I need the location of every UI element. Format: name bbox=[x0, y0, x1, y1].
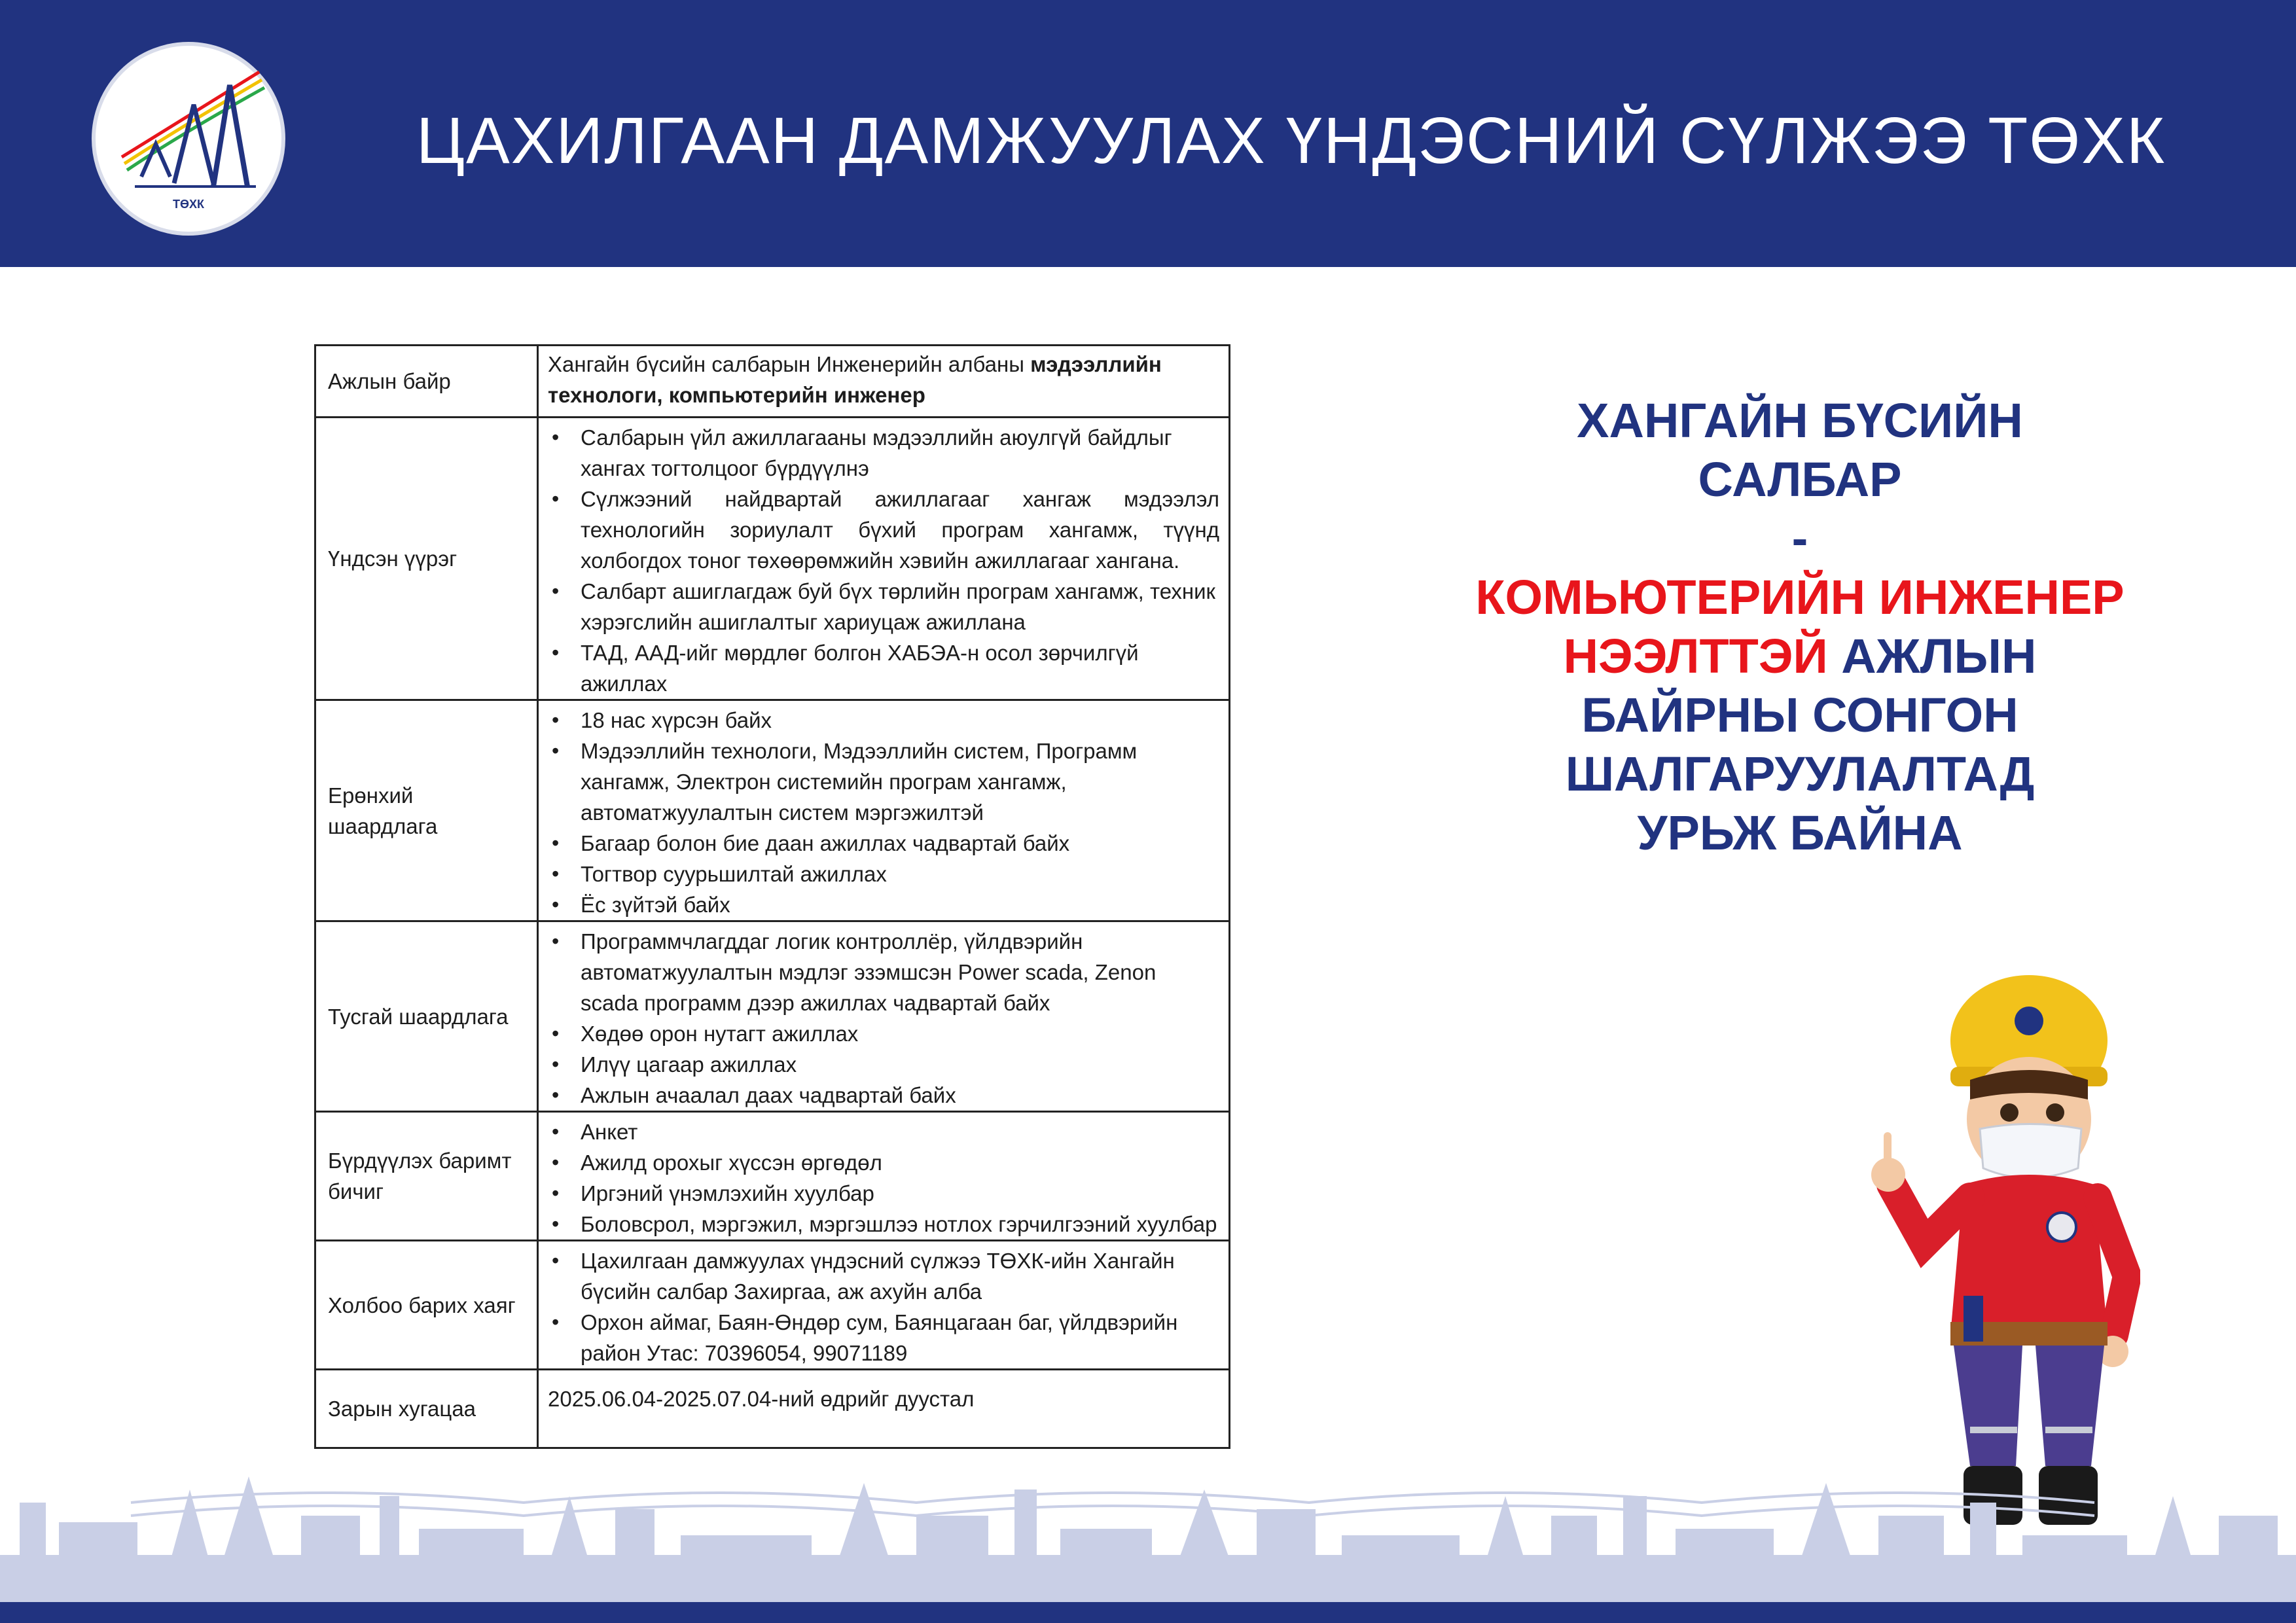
document-item: • Боловсрол, мэргэжил, мэргэшлээ нотлох гэрчилгээний хуулбар bbox=[548, 1209, 1219, 1240]
table-row-special-requirements bbox=[315, 921, 1230, 1112]
logo-bottom-text: ТӨХК bbox=[173, 198, 204, 211]
special-requirement-item: • Илүү цагаар ажиллах bbox=[548, 1049, 1219, 1080]
table-row-documents bbox=[315, 1112, 1230, 1241]
table-row-general-requirements bbox=[315, 700, 1230, 921]
duty-item: • ТАД, ААД-ийг мөрдлөг болгон ХАБЭА-н осол зөрчилгүй ажиллах bbox=[548, 637, 1219, 699]
contact-value bbox=[538, 1241, 1230, 1370]
special-requirements-label: Тусгай шаардлага bbox=[315, 921, 538, 1112]
general-requirements-value bbox=[538, 700, 1230, 921]
duty-item: • Салбарын үйл ажиллагааны мэдээллийн аюулгүй байдлыг хангах тогтолцоог бүрдүүлнэ bbox=[548, 422, 1219, 484]
deadline-value: 2025.06.04-2025.07.04-ний өдрийг дуустал bbox=[538, 1370, 1230, 1448]
announcement-line-highlight: КОМЬЮТЕРИЙН ИНЖЕНЕР bbox=[1475, 570, 2125, 624]
announcement-line bbox=[1440, 627, 2160, 686]
engineer-mascot-icon bbox=[1865, 969, 2140, 1544]
announcement-line: САЛБАР bbox=[1698, 452, 1902, 507]
documents-value bbox=[538, 1112, 1230, 1241]
position-value bbox=[538, 346, 1230, 418]
document-item: • Иргэний үнэмлэхийн хуулбар bbox=[548, 1178, 1219, 1209]
special-requirement-item: • Хөдөө орон нутагт ажиллах bbox=[548, 1018, 1219, 1049]
table-row-deadline bbox=[315, 1370, 1230, 1448]
announcement-line: БАЙРНЫ СОНГОН bbox=[1581, 688, 2018, 742]
announcement-open-word: НЭЭЛТТЭЙ bbox=[1563, 629, 1828, 683]
special-requirements-value bbox=[538, 921, 1230, 1112]
general-requirement-item: • 18 нас хүрсэн байх bbox=[548, 705, 1219, 736]
job-description-table bbox=[314, 344, 1230, 1488]
announcement-line: ХАНГАЙН БҮСИЙН bbox=[1577, 393, 2023, 448]
deadline-label: Зарын хугацаа bbox=[315, 1370, 538, 1448]
document-item: • Анкет bbox=[548, 1116, 1219, 1147]
table-row-position bbox=[315, 346, 1230, 418]
company-logo bbox=[92, 42, 285, 236]
table-row-duties bbox=[315, 418, 1230, 700]
contact-label: Холбоо барих хаяг bbox=[315, 1241, 538, 1370]
duties-value bbox=[538, 418, 1230, 700]
position-title-bold: мэдээллийн технологи, компьютерийн инженер bbox=[548, 352, 1162, 407]
announcement-line: УРЬЖ БАЙНА bbox=[1637, 806, 1963, 860]
page-title: ЦАХИЛГААН ДАМЖУУЛАХ ҮНДЭСНИЙ СҮЛЖЭЭ ТӨХК bbox=[416, 104, 2166, 177]
general-requirement-item: • Тогтвор суурьшилтай ажиллах bbox=[548, 859, 1219, 889]
industrial-skyline-icon bbox=[0, 1476, 2296, 1602]
vacancy-announcement bbox=[1440, 391, 2160, 863]
header-banner bbox=[0, 0, 2296, 267]
footer-bar bbox=[0, 1602, 2296, 1623]
duty-item: • Салбарт ашиглагдаж буй бүх төрлийн програм хангамж, техник хэрэгслийн ашиглалтыг хариуцаж ажиллана bbox=[548, 576, 1219, 637]
announcement-line: ШАЛГАРУУЛАЛТАД bbox=[1565, 747, 2035, 801]
contact-item: • Цахилгаан дамжуулах үндэсний сүлжээ ТӨХК-ийн Хангайн бүсийн салбар Захиргаа, аж ахуйн алба bbox=[548, 1245, 1219, 1307]
documents-label: Бүрдүүлэх баримт бичиг bbox=[315, 1112, 538, 1241]
duty-item: • Сүлжээний найдвартай ажиллагааг хангаж мэдээлэл технологийн зориулалт бүхий програм хангамж, түүнд холбогдох тоног төхөөрөмжийн хэвийн ажиллагааг хангана. bbox=[548, 484, 1219, 576]
general-requirements-label: Ерөнхий шаардлага bbox=[315, 700, 538, 921]
duties-label: Үндсэн үүрэг bbox=[315, 418, 538, 700]
special-requirement-item: • Ажлын ачаалал даах чадвартай байх bbox=[548, 1080, 1219, 1111]
position-label: Ажлын байр bbox=[315, 346, 538, 418]
position-prefix: Хангайн бүсийн салбарын Инженерийн албаны bbox=[548, 352, 1031, 376]
announcement-line-rest: АЖЛЫН bbox=[1827, 629, 2037, 683]
special-requirement-item: • Программчлагддаг логик контроллёр, үйлдвэрийн автоматжуулалтын мэдлэг эзэмшсэн Power scada, Zenon scada программ дээр ажиллах чадвартай байх bbox=[548, 926, 1219, 1018]
announcement-line: - bbox=[1791, 511, 1808, 565]
contact-item: • Орхон аймаг, Баян-Өндөр сум, Баянцагаан баг, үйлдвэрийн район Утас: 70396054, 99071189 bbox=[548, 1307, 1219, 1368]
general-requirement-item: • Багаар болон бие даан ажиллах чадвартай байх bbox=[548, 828, 1219, 859]
general-requirement-item: • Мэдээллийн технологи, Мэдээллийн систем, Программ хангамж, Электрон системийн програм хангамж, автоматжуулалтын систем мэргэжилтэй bbox=[548, 736, 1219, 828]
general-requirement-item: • Ёс зүйтэй байх bbox=[548, 889, 1219, 920]
document-item: • Ажилд орохыг хүссэн өргөдөл bbox=[548, 1147, 1219, 1178]
table-row-contact bbox=[315, 1241, 1230, 1370]
